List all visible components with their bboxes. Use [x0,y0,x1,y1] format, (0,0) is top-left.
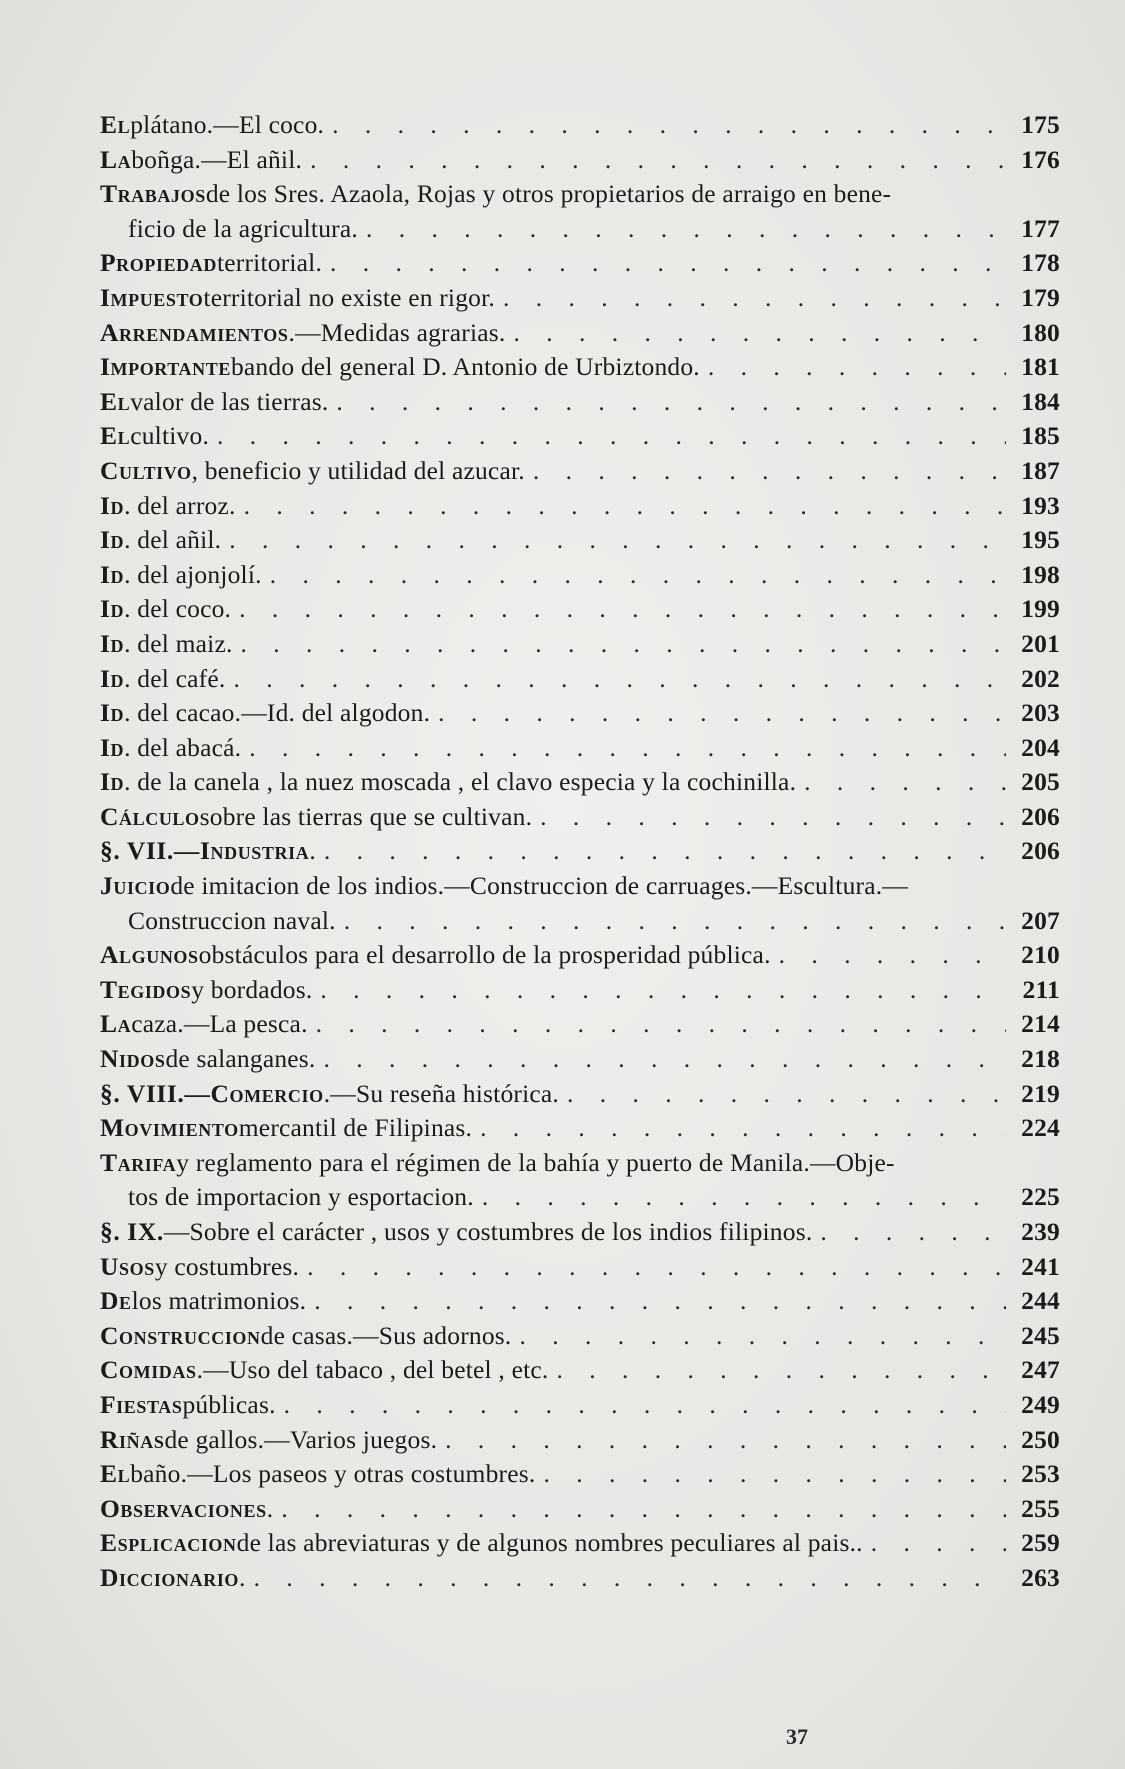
leader-dots [314,1284,1006,1319]
toc-entry-lead: Id [100,698,125,728]
toc-entry-continuation-text: Construccion naval. [128,905,336,935]
leader-dots [871,1526,1006,1561]
toc-entry-lead: La [100,1009,132,1039]
toc-entry-line [100,1388,1060,1423]
leader-dots [310,143,1006,178]
toc-entry-lead: Comidas [100,1355,197,1385]
toc-entry-continuation-text: ficio de la agricultura. [128,213,358,243]
toc-entry-line [100,1492,1060,1527]
toc-entry [100,1007,1060,1042]
toc-entry-text: cultivo. [130,421,210,451]
toc-entry-line [100,523,1060,558]
toc-entry-text: obstáculos para el desarrollo de la prosperidad pública. [198,940,771,970]
toc-entry-line [100,696,1060,731]
toc-page-number: 198 [1021,559,1060,589]
toc-page-number: 241 [1021,1251,1060,1281]
toc-entry-text: mercantil de Filipinas. [238,1113,473,1143]
toc-entry-line [100,973,1060,1008]
toc-entry-lead: El [100,421,131,451]
table-of-contents [100,108,1060,1596]
toc-page-number: 244 [1021,1286,1060,1316]
toc-page-number: 259 [1021,1528,1060,1558]
leader-dots [324,1042,1006,1077]
toc-entry [100,627,1060,662]
toc-entry-text: .—Su reseña histórica. [323,1078,559,1108]
toc-entry-line [100,627,1060,662]
toc-entry-text: y bordados. [191,974,313,1004]
leader-dots [556,1353,1006,1388]
toc-entry [100,1284,1060,1319]
toc-entry-line [100,834,1060,869]
toc-entry [100,1388,1060,1423]
toc-entry-line [100,592,1060,627]
toc-entry-lead: Id [100,767,125,797]
toc-entry-text: de gallos.—Varios juegos. [164,1424,438,1454]
toc-page-number: 193 [1021,490,1060,520]
toc-entry-lead: Tarifa [100,1147,177,1177]
toc-entry-line [100,1423,1060,1458]
leader-dots [244,489,1006,524]
leader-dots [567,1077,1006,1112]
toc-page-number: 214 [1021,1009,1060,1039]
toc-entry-line [100,1111,1060,1146]
toc-entry-line [100,731,1060,766]
toc-entry-lead: Nidos [100,1044,166,1074]
toc-entry [100,558,1060,593]
toc-entry-line [100,419,1060,454]
toc-entry-line [100,1042,1060,1077]
toc-entry-text: —Sobre el carácter , usos y costumbres de los indios filipinos. [163,1217,813,1246]
toc-entry-continuation [100,904,1060,939]
leader-dots [217,419,1006,454]
leader-dots [366,212,1006,247]
toc-entry-line [100,1319,1060,1354]
toc-entry-lead: La [100,144,132,174]
toc-page-number: 187 [1021,455,1060,485]
toc-entry-line [100,177,1060,212]
toc-page-number: 255 [1021,1493,1060,1523]
toc-entry-text: caza.—La pesca. [131,1009,308,1039]
leader-dots [249,731,1006,766]
toc-entry-text: de las abreviaturas y de algunos nombres peculiares al pais.. [236,1528,863,1558]
toc-entry [100,869,1060,938]
toc-page-number: 204 [1021,732,1060,762]
toc-entry-lead: Propiedad [100,248,217,278]
toc-entry [100,1526,1060,1561]
leader-dots [480,1111,1006,1146]
toc-entry-lead: Esplicacion [100,1528,237,1558]
toc-entry-line [100,1353,1060,1388]
toc-entry [100,592,1060,627]
toc-entry-line [100,1457,1060,1492]
toc-page-number: 210 [1021,940,1060,970]
toc-page-number: 176 [1021,144,1060,174]
toc-entry-lead: Impuesto [100,282,204,312]
toc-entry-text: de casas.—Sus adornos. [260,1320,512,1350]
toc-entry-lead: Importante [100,352,231,382]
leader-dots [239,592,1006,627]
toc-entry-line [100,1561,1060,1596]
toc-entry [100,765,1060,800]
toc-entry-lead: Fiestas [100,1389,183,1419]
toc-entry [100,1492,1060,1527]
toc-page-number: 179 [1021,282,1060,312]
toc-entry [100,316,1060,351]
toc-entry [100,454,1060,489]
toc-entry-lead: Id [100,732,125,762]
leader-dots [316,1007,1006,1042]
toc-entry [100,1250,1060,1285]
toc-entry-text: . del abacá. [124,732,242,762]
leader-dots [779,938,1006,973]
toc-page-number: 225 [1021,1182,1060,1212]
toc-entry-text: . del café. [124,663,226,693]
toc-entry-lead: Movimiento [100,1113,239,1143]
toc-entry [100,489,1060,524]
toc-entry-line [100,454,1060,489]
leader-dots [438,696,1006,731]
toc-entry-text: públicas. [182,1389,276,1419]
toc-page-number: 175 [1021,110,1060,139]
toc-entry-text: . del coco. [124,594,232,624]
toc-entry-lead: §. VIII.—Comercio [100,1078,324,1108]
toc-page-number: 177 [1021,213,1060,243]
toc-entry-text: . del añil. [124,525,222,555]
toc-entry [100,696,1060,731]
toc-entry-continuation-text: tos de importacion y esportacion. [128,1182,474,1212]
toc-entry-line [100,869,1060,904]
leader-dots [533,454,1006,489]
toc-page-number: 185 [1021,421,1060,451]
toc-entry-text: de imitacion de los indios.—Construccion de carruages.—Escultura.— [170,871,909,901]
toc-entry-lead: Id [100,663,125,693]
toc-entry-lead: Construccion [100,1320,261,1350]
leader-dots [543,1457,1006,1492]
toc-entry-text: territorial no existe en rigor. [203,282,495,312]
toc-entry [100,1319,1060,1354]
toc-entry-line [100,800,1060,835]
toc-entry-continuation [100,212,1060,247]
leader-dots [520,1319,1007,1354]
toc-page-number: 206 [1021,836,1060,866]
toc-entry [100,523,1060,558]
leader-dots [330,246,1006,281]
toc-entry-line [100,316,1060,351]
leader-dots [233,662,1006,697]
toc-entry-text: , beneficio y utilidad del azucar. [191,455,525,485]
toc-entry-text: los matrimonios. [131,1286,307,1316]
toc-entry-text: . [266,1493,274,1523]
leader-dots [513,316,1006,351]
toc-entry [100,108,1060,143]
toc-page-number: 218 [1021,1044,1060,1074]
toc-entry [100,281,1060,316]
leader-dots [284,1388,1006,1423]
toc-entry-text: boñga.—El añil. [131,144,303,174]
toc-entry-text: . [239,1562,246,1592]
toc-entry-line [100,1250,1060,1285]
toc-entry-lead: Cultivo [100,455,192,485]
toc-entry-text: y reglamento para el régimen de la bahía y puerto de Manila.—Obje- [176,1147,895,1177]
toc-page-number: 263 [1021,1562,1060,1592]
toc-entry [100,419,1060,454]
toc-entry-line [100,1077,1060,1112]
toc-page-number: 211 [1022,974,1060,1004]
toc-entry [100,350,1060,385]
toc-entry [100,1146,1060,1215]
toc-entry-line [100,246,1060,281]
toc-entry [100,177,1060,246]
toc-entry-lead: Algunos [100,940,199,970]
toc-entry [100,1561,1060,1596]
toc-entry-line [100,281,1060,316]
toc-entry-text: territorial. [216,248,323,278]
toc-entry [100,246,1060,281]
toc-page-number: 203 [1021,698,1060,728]
toc-entry [100,662,1060,697]
leader-dots [708,350,1006,385]
toc-page-number: 195 [1021,525,1060,555]
leader-dots [820,1215,1006,1250]
toc-page-number: 206 [1021,801,1060,831]
toc-entry-text: valor de las tierras. [130,386,329,416]
leader-dots [241,627,1006,662]
leader-dots [804,765,1006,800]
toc-entry [100,1042,1060,1077]
toc-entry [100,1353,1060,1388]
toc-page-number: 250 [1021,1424,1060,1454]
toc-entry-lead: Usos [100,1251,155,1281]
toc-entry-text: . del arroz. [124,490,236,520]
toc-page-number: 224 [1021,1113,1060,1143]
toc-entry-text: baño.—Los paseos y otras costumbres. [130,1459,536,1489]
toc-entry-text: bando del general D. Antonio de Urbiztondo. [230,352,700,382]
toc-entry-lead: Arrendamientos [100,317,289,347]
toc-entry-lead: De [100,1286,132,1316]
toc-entry [100,1423,1060,1458]
toc-page-number: 181 [1021,352,1060,382]
leader-dots [445,1423,1006,1458]
toc-entry-line [100,1146,1060,1181]
toc-page-number: 184 [1021,386,1060,416]
toc-page-number: 202 [1021,663,1060,693]
toc-entry-line [100,1284,1060,1319]
toc-entry-lead: §. VII.—Industria [100,836,310,866]
toc-entry-lead: El [100,110,131,139]
toc-entry-text: sobre las tierras que se cultivan. [199,801,533,831]
toc-entry-lead: Id [100,628,125,658]
toc-page-number: 239 [1021,1217,1060,1246]
toc-page-number: 180 [1021,317,1060,347]
toc-entry-line [100,1007,1060,1042]
leader-dots [270,558,1006,593]
toc-page-number: 178 [1021,248,1060,278]
leader-dots [482,1180,1006,1215]
toc-entry-text: . de la canela , la nuez moscada , el clavo especia y la cochinilla. [124,767,797,797]
toc-entry [100,1111,1060,1146]
toc-entry-lead: Riñas [100,1424,165,1454]
toc-entry-line [100,143,1060,178]
toc-entry-text: .—Medidas agrarias. [288,317,506,347]
toc-entry-text: . del ajonjolí. [124,559,262,589]
toc-entry-line [100,662,1060,697]
toc-entry-continuation [100,1180,1060,1215]
toc-page-number: 245 [1021,1320,1060,1350]
toc-page-number: 207 [1021,905,1060,935]
leader-dots [307,1250,1006,1285]
toc-page-number: 219 [1021,1078,1060,1108]
toc-entry [100,143,1060,178]
leader-dots [336,385,1006,420]
toc-entry-lead: Id [100,559,125,589]
leader-dots [540,800,1006,835]
toc-entry-lead: Cálculo [100,801,200,831]
toc-entry-lead: Diccionario [100,1562,240,1592]
toc-entry-line [100,489,1060,524]
leader-dots [281,1492,1006,1527]
toc-page-number: 249 [1021,1389,1060,1419]
leader-dots [344,904,1006,939]
leader-dots [320,973,1006,1008]
leader-dots [332,108,1006,143]
toc-entry-line [100,108,1060,143]
toc-entry [100,1077,1060,1112]
leader-dots [229,523,1006,558]
toc-entry-lead: Id [100,525,125,555]
toc-entry [100,731,1060,766]
toc-entry-text: de los Sres. Azaola, Rojas y otros propietarios de arraigo en bene- [205,179,892,209]
toc-entry-lead: Tegidos [100,974,192,1004]
toc-entry [100,973,1060,1008]
toc-entry-text: .—Uso del tabaco , del betel , etc. [196,1355,549,1385]
toc-entry [100,1215,1060,1250]
page-folio: 37 [786,1724,808,1749]
toc-entry [100,1457,1060,1492]
toc-entry-lead: Id [100,594,125,624]
toc-page-number: 247 [1021,1355,1060,1385]
toc-page-number: 201 [1021,628,1060,658]
toc-entry-line [100,1526,1060,1561]
toc-page-number: 253 [1021,1459,1060,1489]
toc-entry-lead: Observaciones [100,1493,267,1523]
toc-page-number: 205 [1021,767,1060,797]
toc-entry-line [100,558,1060,593]
toc-entry-lead: Id [100,490,125,520]
toc-entry-text: plátano.—El coco. [130,110,325,139]
toc-entry-lead: Juicio [100,871,171,901]
toc-entry-lead: §. IX. [100,1217,164,1246]
leader-dots [254,1561,1006,1596]
toc-entry-text: . del maiz. [124,628,233,658]
toc-page-number: 199 [1021,594,1060,624]
toc-entry [100,938,1060,973]
toc-entry-lead: El [100,386,131,416]
toc-entry-line [100,765,1060,800]
toc-entry-line [100,938,1060,973]
toc-entry-lead: El [100,1459,131,1489]
toc-entry-text: de salanganes. [165,1044,316,1074]
toc-entry [100,800,1060,835]
toc-entry [100,385,1060,420]
leader-dots [324,834,1006,869]
toc-entry [100,834,1060,869]
toc-entry-line [100,350,1060,385]
toc-entry-text: . del cacao.—Id. del algodon. [124,698,431,728]
toc-entry-lead: Trabajos [100,179,206,209]
toc-entry-line [100,1215,1060,1250]
toc-entry-line [100,385,1060,420]
leader-dots [503,281,1006,316]
toc-entry-text: . [309,836,316,866]
toc-entry-text: y costumbres. [154,1251,300,1281]
